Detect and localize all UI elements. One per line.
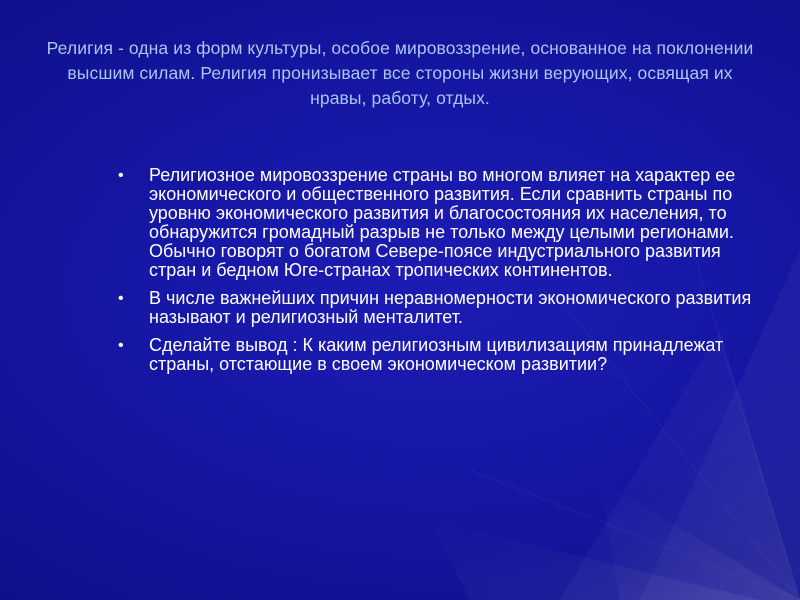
bullet-item bbox=[118, 166, 768, 280]
bullet-icon: • bbox=[118, 290, 124, 307]
bullet-text: Религиозное мировоззрение страны во многом влияет на характер ее экономического и общественного развития. Если сравнить страны по уровню экономического развития и благосостояния их населения, то обнаружится громадный разрыв не только между целыми регионами. Обычно говорят о богатом Севере-поясе индустриального развития стран и бедном Юге-странах тропических континентов. bbox=[149, 165, 736, 280]
bullet-item bbox=[118, 289, 768, 327]
bullet-list bbox=[118, 166, 768, 383]
bullet-item bbox=[118, 336, 768, 374]
bullet-text: Сделайте вывод : К каким религиозным цивилизациям принадлежат страны, отстающие в своем экономическом развитии? bbox=[149, 335, 724, 374]
bullet-icon: • bbox=[118, 167, 124, 184]
bullet-icon: • bbox=[118, 337, 124, 354]
slide-title: Религия - одна из форм культуры, особое мировоззрение, основанное на поклонении высшим силам. Религия пронизывает все стороны жизни верующих, освящая их нравы, работу, отдых. bbox=[46, 38, 754, 108]
bullet-text: В числе важнейших причин неравномерности экономического развития называют и религиозный менталитет. bbox=[149, 288, 752, 327]
